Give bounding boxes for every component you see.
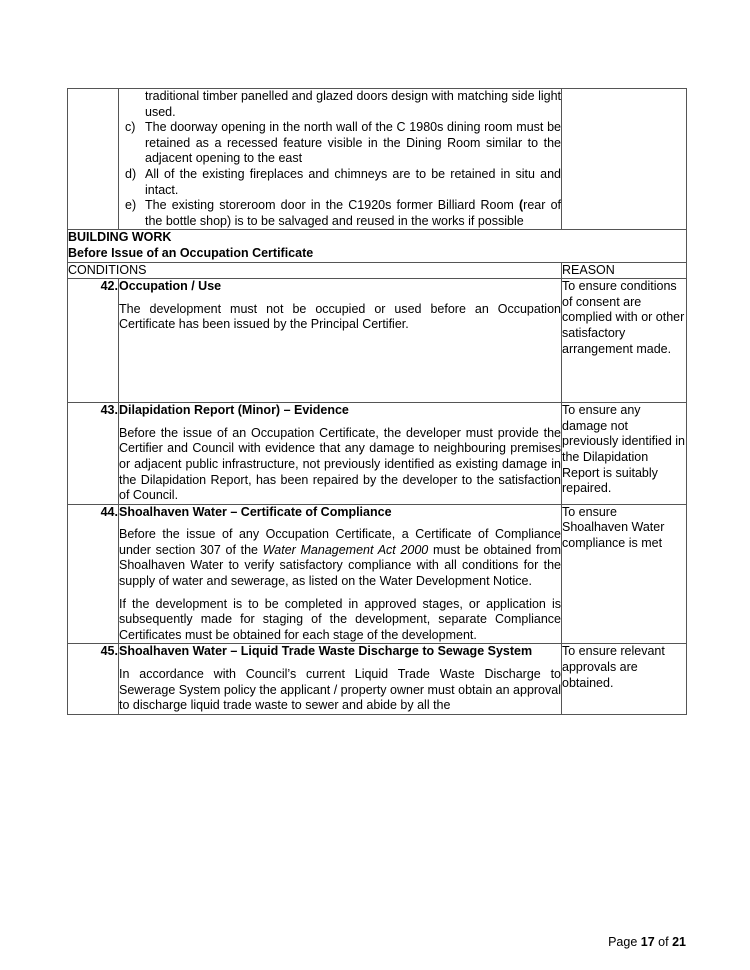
condition-body (119, 644, 562, 714)
list-item-bold-char: ( (519, 198, 524, 213)
list-item-e (119, 198, 561, 229)
page-of-label: of (658, 935, 669, 949)
condition-body (119, 403, 562, 505)
condition-row-45 (68, 644, 687, 714)
reason-header: REASON (562, 262, 687, 279)
list-marker: c) (125, 120, 136, 135)
continuation-number-cell (68, 89, 119, 230)
continuation-list (119, 89, 561, 229)
condition-reason: To ensure Shoalhaven Water compliance is met (562, 504, 687, 644)
condition-title: Occupation / Use (119, 279, 222, 294)
condition-number: 45. (68, 644, 119, 714)
list-item-text-post: rear of the bottle shop) is to be salvaged and reused in the works if possible (145, 198, 561, 228)
conditions-table (67, 88, 687, 715)
condition-paragraph: Before the issue of any Occupation Certificate, a Certificate of Compliance under section 307 of the Water Management Act 2000 must be obtained from Shoalhaven Water to verify satisfactory compliance with all conditions for the supply of water and sewerage, as listed on the Water Development Notice. (119, 527, 561, 589)
condition-title: Shoalhaven Water – Liquid Trade Waste Discharge to Sewage System (119, 644, 533, 659)
list-item-text: The doorway opening in the north wall of the C 1980s dining room must be retained as a recessed feature visible in the Dining Room similar to the adjacent opening to the east (145, 120, 561, 166)
condition-paragraph: The development must not be occupied or used before an Occupation Certificate has been issued by the Principal Certifier. (119, 301, 561, 332)
act-name: Water Management Act 2000 (262, 542, 429, 557)
condition-reason: To ensure relevant approvals are obtained. (562, 644, 687, 714)
condition-row-43 (68, 403, 687, 505)
condition-paragraph: In accordance with Council’s current Liquid Trade Waste Discharge to Sewerage System policy the applicant / property owner must obtain an approval to discharge liquid trade waste to sewer and abide by all the (119, 667, 561, 713)
section-heading (68, 230, 687, 262)
condition-row-42 (68, 279, 687, 403)
condition-paragraph: If the development is to be completed in approved stages, or application is subsequently made for staging of the development, separate Compliance Certificates must be obtained for each stage of the development. (119, 596, 561, 642)
page-number: 17 (640, 935, 655, 949)
page-label: Page (608, 935, 638, 949)
list-item-text: All of the existing fireplaces and chimneys are to be retained in situ and intact. (145, 166, 561, 197)
continuation-row (68, 89, 687, 230)
condition-reason: To ensure conditions of consent are complied with or other satisfactory arrangement made. (562, 279, 687, 403)
list-item-c (119, 120, 561, 167)
condition-number: 42. (68, 279, 119, 403)
condition-reason: To ensure any damage not previously identified in the Dilapidation Report is suitably repaired. (562, 403, 687, 505)
list-item-text-pre: The existing storeroom door in the C1920s former Billiard Room (145, 198, 519, 213)
continuation-body (119, 89, 562, 230)
section-title: BUILDING WORK (68, 230, 172, 245)
page-total: 21 (672, 935, 686, 949)
condition-body (119, 279, 562, 403)
continuation-lead: traditional timber panelled and glazed doors design with matching side light used. (145, 89, 561, 119)
continuation-reason-cell (562, 89, 687, 230)
condition-number: 43. (68, 403, 119, 505)
condition-number: 44. (68, 504, 119, 644)
column-header-row (68, 262, 687, 279)
section-subtitle: Before Issue of an Occupation Certificate (68, 245, 314, 260)
condition-paragraph: Before the issue of an Occupation Certificate, the developer must provide the Certifier and Council with evidence that any damage to neighbouring premises or adjacent public infrastructure, not previously identified as existing damage in the Dilapidation Report, has been repaired by the developer to the satisfaction of Council. (119, 425, 561, 503)
conditions-header: CONDITIONS (68, 262, 562, 279)
condition-title: Shoalhaven Water – Certificate of Compliance (119, 504, 392, 519)
list-item-d (119, 167, 561, 198)
list-marker: e) (125, 198, 137, 213)
list-marker: d) (125, 166, 137, 181)
condition-row-44 (68, 504, 687, 644)
section-row (68, 230, 687, 262)
page-footer (608, 935, 686, 951)
condition-body (119, 504, 562, 644)
condition-title: Dilapidation Report (Minor) – Evidence (119, 403, 349, 418)
